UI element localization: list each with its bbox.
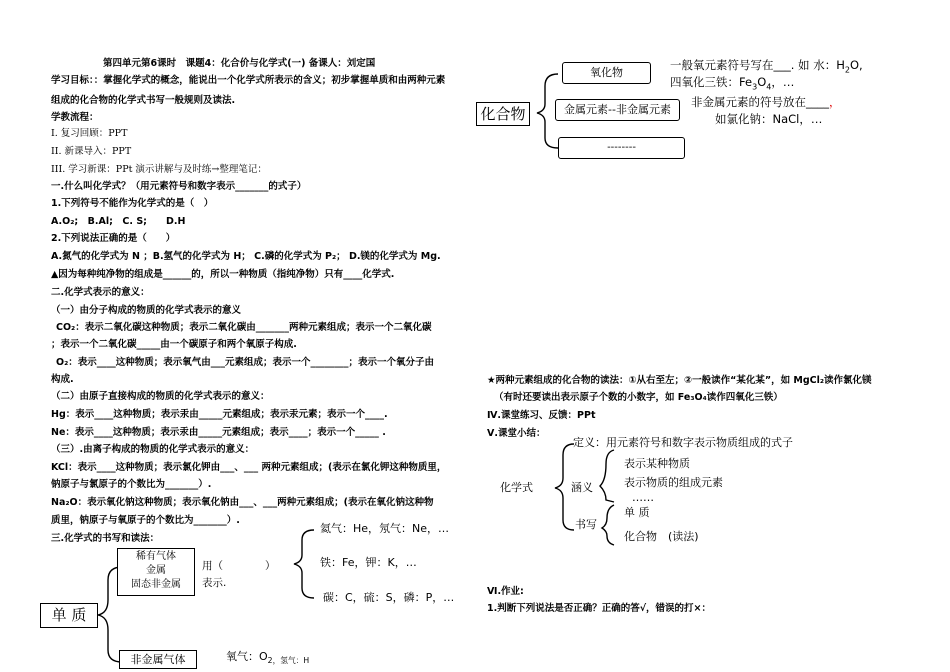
question-1: 1.下列符号不能作为化学式的是（ ） — [51, 198, 214, 209]
ne-line: Ne：表示____这种物质；表示汞由_____元素组成；表示____；表示一个_____ . — [51, 427, 386, 438]
oxide-example: 四氧化三铁：$Fe_3O_4$，… — [670, 75, 795, 92]
section3-heading: 三.化学式的书写和读法： — [51, 533, 160, 544]
kcl-line-2: 钠原子与氯原子的个数比为_______）. — [51, 479, 212, 490]
co2-line-1: CO₂：表示二氧化碳这种物质；表示二氧化碳由_______两种元素组成；表示一个二氧化碳 — [56, 322, 432, 333]
goals-line-1: 学习目标：：掌握化学式的概念，能说出一个化学式所表示的含义；初步掌握单质和由两种元素 — [51, 75, 446, 86]
metal-nonmetal-box: 金属元素--非金属元素 — [555, 99, 680, 121]
use-symbol-label: 用（ ） — [202, 560, 276, 572]
co2-line-2: ；表示一个二氧化碳_____由一个碳原子和两个氧原子构成. — [51, 339, 297, 350]
question-2: 2.下列说法正确的是（ ） — [51, 233, 176, 244]
summary-write-1: 单 质 — [624, 506, 650, 519]
homework-heading: Ⅵ.作业: — [487, 586, 524, 597]
o2-line-2: 构成. — [51, 374, 74, 385]
compound-box: 化合物 — [476, 102, 530, 126]
o2-line-1: O₂：表示____这种物质；表示氧气由___元素组成；表示一个________；表示一个氧分子由 — [56, 357, 434, 368]
section2-heading: 二.化学式表示的意义： — [51, 287, 150, 298]
step-3: III. 学习新课：PPt 演示讲解与及时练→整理笔记： — [51, 164, 267, 175]
process-label: 学教流程： — [51, 112, 99, 123]
reading-rule-1: ★两种元素组成的化合物的读法：①从右至左；②一般读作“某化某”，如 MgCl₂读作氯化镁 — [487, 375, 872, 386]
nonmetal-gas-box: 非金属气体 — [119, 650, 197, 669]
red-comma: ， — [829, 95, 841, 109]
examples-brace — [294, 530, 314, 598]
example-metal: 铁：Fe，钾：K，… — [320, 556, 417, 569]
hg-line: Hg：表示____这种物质；表示汞由_____元素组成；表示汞元素；表示一个____. — [51, 409, 388, 420]
step-1: I. 复习回顾：PPT — [51, 128, 128, 139]
practice-line: Ⅳ.课堂练习、反馈：PPt — [487, 410, 596, 421]
reading-rule-2: （有时还要读出表示原子个数的小数字，如 Fe₃O₄读作四氧化三铁） — [494, 392, 783, 403]
oxide-rule: 一般氧元素符号写在___. 如 水：$H_2O$, — [670, 58, 863, 75]
group-noble-gas: 稀有气体 — [136, 551, 176, 562]
summary-meaning-3: …… — [632, 491, 654, 504]
metal-nonmetal-example: 如氯化钠：NaCl，… — [715, 112, 823, 126]
summary-root: 化学式 — [500, 481, 533, 494]
example-solid: 碳：C，硫：S，磷：P，… — [323, 591, 455, 604]
example-gas: 氦气：He，氖气：Ne，… — [320, 522, 450, 535]
summary-write: 书写 — [575, 518, 597, 531]
summary-heading: Ⅴ.课堂小结： — [487, 428, 546, 439]
section1-heading: 一.什么叫化学式？（用元素符号和数字表示_______的式子） — [51, 181, 307, 192]
uniqueness-note: ▲因为每种纯净物的组成是______的，所以一种物质（指纯净物）只有____化学式. — [51, 269, 395, 280]
summary-definition: 定义：用元素符号和数字表示物质组成的式子 — [573, 436, 793, 449]
write-brace — [602, 505, 614, 545]
question-2-options: A.氮气的化学式为 N ；B.氢气的化学式为 H； C.磷的化学式为 P₂； D.镁的化学式为 Mg. — [51, 251, 441, 262]
page-title: 第四单元第6课时 课题4：化合价与化学式(一) 备课人：刘定国 — [103, 58, 376, 69]
metal-nonmetal-rule: 非金属元素的符号放在____， — [691, 95, 841, 109]
use-symbol-label-2: 表示. — [202, 577, 227, 589]
question-1-options: A.O₂; B.Al; C. S; D.H — [51, 216, 186, 227]
oxide-box: 氧化物 — [562, 62, 651, 84]
group-metal: 金属 — [146, 565, 166, 576]
step-2: II. 新课导入：PPT — [51, 146, 132, 157]
single-substance-box: 单 质 — [40, 603, 98, 628]
summary-meaning: 涵义 — [571, 481, 593, 494]
summary-write-2: 化合物 (读法) — [624, 530, 699, 543]
ionic-subheading: （三）.由离子构成的物质的化学式表示的意义： — [51, 444, 255, 455]
example-nonmetal-gas: 氧气：$O_{2,氢气:H}$ — [226, 650, 310, 666]
summary-meaning-2: 表示物质的组成元素 — [624, 476, 723, 489]
homework-question-1: 1.判断下列说法是否正确？正确的答√，错误的打×： — [487, 603, 712, 614]
goals-line-2: 组成的化合物的化学式书写一般规则及读法. — [51, 95, 236, 106]
element-groups-box — [117, 548, 195, 596]
atomic-subheading: （二）由原子直接构成的物质的化学式表示的意义： — [51, 391, 270, 402]
molecular-subheading: （一）由分子构成的物质的化学式表示的意义 — [51, 305, 242, 316]
na2o-line-1: Na₂O：表示氧化钠这种物质；表示氧化钠由___、___两种元素组成；(表示在氧化钠这种物 — [51, 497, 434, 508]
summary-meaning-1: 表示某种物质 — [624, 457, 690, 470]
blank-box: -------- — [558, 137, 685, 159]
group-solid-nonmetal: 固态非金属 — [131, 579, 181, 590]
meaning-brace — [600, 450, 614, 502]
na2o-line-2: 质里，钠原子与氧原子的个数比为_______）. — [51, 515, 240, 526]
kcl-line-1: KCl：表示____这种物质；表示氯化钾由___、___ 两种元素组成；(表示在氯化钾这种物质里， — [51, 462, 447, 473]
